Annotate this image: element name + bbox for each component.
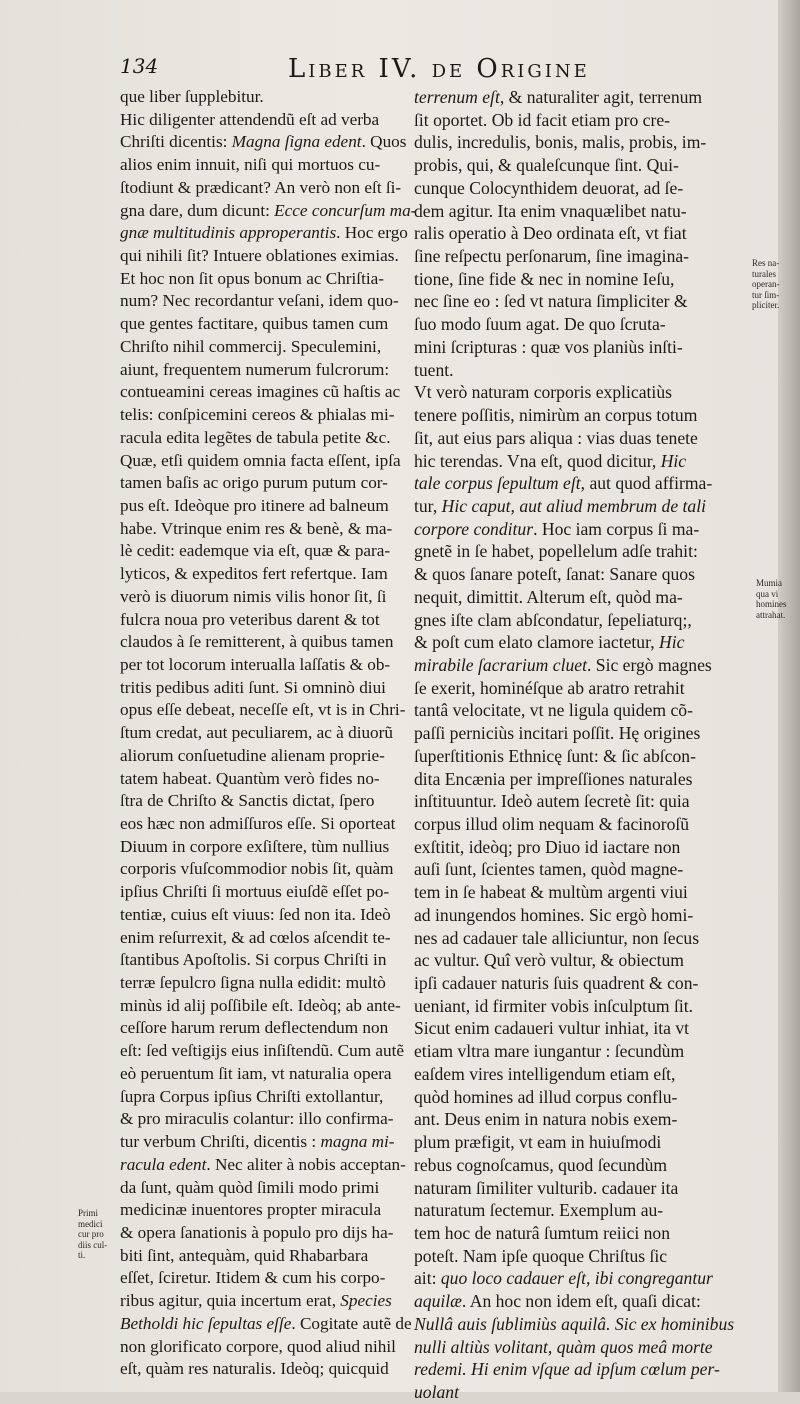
page-number: 134: [120, 54, 159, 78]
margin-note-line: cur pro: [78, 1229, 104, 1239]
text-line: [120, 881, 434, 904]
text-line: [414, 290, 750, 313]
text-line: [414, 563, 750, 586]
text-run: aliorum conſuetudine alienam proprie-: [120, 745, 385, 765]
text-line: [414, 1313, 750, 1336]
text-run: dem agitur. Ita enim vnaquælibet natu-: [414, 200, 687, 221]
text-line: [414, 131, 750, 154]
margin-note-line: ti.: [78, 1250, 86, 1260]
text-line: [120, 995, 434, 1018]
text-run: ſtodiunt & prædicant? An verò non eſt ſi-: [120, 177, 402, 197]
text-run: tenere poſſitis, nimirùm an corpus totum: [414, 405, 698, 426]
text-run: Chriſto nihil commercij. Speculemini,: [120, 336, 382, 356]
text-run: . Nec aliter à nobis acceptan-: [206, 1154, 406, 1174]
text-run: minùs id alij poſſibile eſt. Ideòq; ab ante-: [120, 995, 401, 1015]
text-run: inſtituuntur. Ideò autem ſecretè ſit: quia: [414, 791, 690, 812]
text-line: [414, 1267, 750, 1290]
text-line: [120, 290, 434, 313]
italic-text-run: Hic: [660, 450, 687, 471]
text-run: eaſdem vires intelligendum etiam eſt,: [414, 1063, 676, 1084]
text-line: [120, 1336, 434, 1359]
text-line: [120, 1267, 434, 1290]
italic-text-run: nulli altiùs volitant, quàm quos meâ morte: [414, 1336, 713, 1357]
text-line: [120, 586, 434, 609]
text-run: paſſi perniciùs incitari poſſit. Hę origines: [414, 723, 701, 744]
text-line: [120, 790, 434, 813]
text-run: per tot locorum interualla laſſatis & ob-: [120, 654, 391, 674]
text-run: enim reſurrexit, & ad cœlos aſcendit te-: [120, 927, 391, 947]
text-line: [414, 109, 750, 132]
text-line: [120, 1108, 434, 1131]
text-run: gna dare, dum dicunt:: [120, 200, 275, 220]
margin-note-res-naturales: [752, 258, 796, 311]
text-run: . Hoc ergo: [336, 223, 408, 243]
text-line: [120, 1040, 434, 1063]
text-line: [120, 404, 434, 427]
text-line: [120, 1063, 434, 1086]
text-line: [414, 450, 750, 473]
text-line: [414, 790, 750, 813]
text-run: nequit, dimittit. Alterum eſt, quòd ma-: [414, 586, 683, 607]
text-line: [414, 518, 750, 541]
text-run: & poſt cum elato clamore iactetur,: [414, 632, 660, 653]
text-line: [120, 722, 434, 745]
text-run: ſit, aut eius pars aliqua : vias duas tenete: [414, 427, 698, 448]
text-line: [414, 495, 750, 518]
text-run: hic terendas. Vna eſt, quod dicitur,: [414, 450, 661, 471]
text-line: [414, 1290, 750, 1313]
italic-text-run: uolant: [414, 1381, 459, 1402]
text-line: [120, 336, 434, 359]
italic-text-run: Hic caput, aut aliud membrum de tali: [441, 495, 707, 516]
running-title: Liber IV. de Origine: [288, 54, 590, 84]
text-run: ſine reſpectu perſonarum, ſine imagina-: [414, 246, 690, 267]
text-line: [120, 1358, 434, 1381]
text-line: [414, 222, 750, 245]
italic-text-run: mirabile ſacrarium cluet: [414, 654, 587, 675]
text-line: [414, 927, 750, 950]
margin-note-line: attrahat.: [756, 609, 786, 620]
text-line: [414, 881, 750, 904]
text-line: [120, 200, 434, 223]
italic-text-run: redemi. Hi enim vſque ad ipſum cœlum per-: [414, 1359, 720, 1380]
text-line: [414, 1358, 750, 1381]
text-run: Chriſti dicentis:: [120, 132, 232, 152]
text-run: tur,: [414, 495, 442, 516]
text-run: gnes iſte clam abſcondatur, ſepeliaturq;,: [414, 609, 692, 630]
text-run: poteſt. Nam ipſe quoque Chriſtus ſic: [414, 1245, 668, 1266]
text-line: [120, 495, 434, 518]
text-line: [120, 472, 434, 495]
text-line: [414, 1177, 750, 1200]
text-line: [414, 1336, 750, 1359]
margin-note-line: turales: [752, 268, 776, 279]
text-line: [414, 404, 750, 427]
text-run: verò is diuorum nimis vilis honor ſit, ſi: [120, 586, 387, 606]
text-line: [120, 1290, 434, 1313]
italic-text-run: magna mi-: [320, 1132, 395, 1152]
text-run: Quæ, etſi quidem omnia facta eſſent, ipſa: [120, 450, 401, 470]
text-run: , aut quod affirma-: [580, 473, 713, 494]
margin-note-line: tur ſim-: [752, 289, 780, 300]
text-run: quòd homines ad illud corpus conflu-: [414, 1086, 678, 1107]
text-run: etiam vltra mare iungantur : ſecundùm: [414, 1041, 685, 1062]
text-line: [120, 313, 434, 336]
text-line: [414, 586, 750, 609]
text-run: ant. Deus enim in natura nobis exem-: [414, 1109, 678, 1130]
italic-text-run: Ecce concurſum ma-: [274, 200, 417, 220]
margin-note-line: operan-: [752, 279, 780, 289]
text-line: [414, 677, 750, 700]
text-line: [120, 359, 434, 382]
text-run: ceſſore harum rerum deflectendum non: [120, 1018, 389, 1038]
page-header: [120, 54, 760, 88]
text-line: [414, 540, 750, 563]
text-run: dita Encænia per impreſſiones naturales: [414, 768, 693, 789]
text-line: [120, 1017, 434, 1040]
text-run: terræ ſepulcro ſigna nulla edidit: multò: [120, 973, 386, 993]
text-run: pus eſt. Ideòque pro itinere ad balneum: [120, 495, 389, 515]
text-line: [414, 472, 750, 495]
text-run: ſtra de Chriſto & Sanctis dictat, ſpero: [120, 791, 375, 811]
italic-text-run: corpore conditur: [414, 518, 534, 539]
italic-text-run: gnæ multitudinis approperantis: [120, 223, 337, 243]
text-run: claudos à ſe remitterent, à quibus tamen: [120, 632, 394, 652]
text-run: rebus cognoſcamus, quod ſecundùm: [414, 1154, 668, 1175]
text-line: [414, 949, 750, 972]
italic-text-run: terrenum eſt: [414, 87, 500, 107]
text-run: medicinæ inuentores propter miracula: [120, 1200, 382, 1220]
text-run: contueamini cereas imagines cũ haſtis ac: [120, 382, 401, 402]
text-line: [414, 836, 750, 859]
text-run: . Sic ergò magnes: [586, 654, 712, 675]
text-line: [120, 813, 434, 836]
text-line: [414, 200, 750, 223]
text-run: Hic diligenter attendendũ eſt ad verba: [120, 109, 380, 129]
text-line: [414, 858, 750, 881]
text-line: [414, 1131, 750, 1154]
text-line: [414, 86, 750, 109]
text-run: cunque Colocynthidem deuorat, ad ſe-: [414, 177, 684, 198]
text-line: [120, 109, 434, 132]
italic-text-run: Magna ſigna edent: [231, 132, 362, 152]
text-line: [120, 1199, 434, 1222]
text-line: [120, 631, 434, 654]
text-line: [414, 381, 750, 404]
text-line: [414, 336, 750, 359]
text-line: [414, 745, 750, 768]
text-line: [120, 1131, 434, 1154]
text-line: [120, 540, 434, 563]
right-text-column: [414, 86, 750, 1404]
text-line: [414, 1017, 750, 1040]
text-line: [120, 858, 434, 881]
text-line: [414, 427, 750, 450]
text-line: [414, 1108, 750, 1131]
text-line: [414, 1222, 750, 1245]
text-run: habe. Vtrinque enim res & benè, & ma-: [120, 518, 393, 538]
text-line: [414, 654, 750, 677]
text-line: [120, 1313, 434, 1336]
text-run: exſtitit, ideòq; pro Diuo id iactare non: [414, 836, 681, 857]
text-line: [414, 1199, 750, 1222]
text-line: [120, 245, 434, 268]
text-run: gnetẽ in ſe habet, popellelum adſe trahit:: [414, 541, 698, 562]
margin-note-primi-medici: [78, 1208, 118, 1261]
text-line: [414, 813, 750, 836]
margin-note-line: Mumia: [756, 578, 782, 588]
text-run: & pro miraculis colantur: illo confirma-: [120, 1109, 394, 1129]
text-run: lyticos, & expeditos fert refertque. Iam: [120, 564, 388, 584]
text-run: tem hoc de naturâ ſumtum reiici non: [414, 1222, 671, 1243]
text-line: [414, 699, 750, 722]
text-run: tuent.: [414, 359, 454, 380]
text-line: [414, 1154, 750, 1177]
text-line: [414, 1040, 750, 1063]
text-run: non glorificato corpore, quod aliud nihil: [120, 1336, 396, 1356]
text-line: [120, 381, 434, 404]
italic-text-run: Species: [340, 1291, 392, 1311]
text-run: ſupra Corpus ipſius Chriſti extollantur,: [120, 1086, 384, 1106]
text-line: [414, 154, 750, 177]
text-line: [120, 699, 434, 722]
left-text-column: [120, 86, 434, 1381]
text-line: [414, 245, 750, 268]
text-run: lè cedit: eademque via eſt, quæ & para-: [120, 541, 391, 561]
text-line: [120, 927, 434, 950]
text-line: [414, 177, 750, 200]
text-run: . Hoc iam corpus ſi ma-: [533, 518, 700, 539]
text-line: [120, 745, 434, 768]
text-run: ſuo modo ſuum agat. De quo ſcruta-: [414, 314, 666, 335]
text-run: ribus agitur, quia incertum erat,: [120, 1291, 341, 1311]
text-run: racula edita legẽtes de tabula petite &c.: [120, 427, 391, 447]
text-run: que liber ſupplebitur.: [120, 87, 264, 106]
text-run: opus eſſe debeat, neceſſe eſt, vt is in Chri-: [120, 700, 406, 720]
text-line: [120, 1245, 434, 1268]
text-run: & opera ſanationis à populo pro dijs ha-: [120, 1222, 394, 1242]
text-line: [414, 313, 750, 336]
margin-note-line: Res na-: [752, 258, 780, 268]
text-run: corporis vſuſcommodior nobis ſit, quàm: [120, 859, 394, 879]
text-run: eſt: ſed veſtigijs eius inſiſtendũ. Cum autẽ: [120, 1041, 405, 1061]
text-line: [414, 631, 750, 654]
text-run: ad inungendos homines. Sic ergò homi-: [414, 904, 694, 925]
text-line: [414, 722, 750, 745]
text-run: ſit oportet. Ob id facit etiam pro cre-: [414, 109, 670, 130]
text-run: telis: conſpicemini cereos & phialas mi-: [120, 405, 395, 425]
text-run: tantâ velocitate, vt ne ligula quidem cõ-: [414, 700, 693, 721]
text-run: nec ſine eo : ſed vt natura ſimpliciter &: [414, 291, 688, 312]
text-line: [120, 450, 434, 473]
text-line: [414, 1063, 750, 1086]
text-line: [414, 768, 750, 791]
text-line: [120, 768, 434, 791]
text-run: tritis pedibus aditi ſunt. Si omninò diui: [120, 677, 386, 697]
text-run: probis, qui, & qualeſcunque ſint. Qui-: [414, 155, 679, 176]
text-run: qui nihili ſit? Intuere oblationes eximias.: [120, 246, 399, 266]
italic-text-run: Betholdi hic ſepultas eſſe: [120, 1313, 292, 1333]
text-run: alios enim innuit, niſi qui mortuos cu-: [120, 155, 381, 175]
text-line: [414, 904, 750, 927]
text-run: mini ſcripturas : quæ vos planiùs inſti-: [414, 336, 683, 357]
text-run: Diuum in corpore exſiſtere, tùm nullius: [120, 836, 390, 856]
text-run: fulcra noua pro veteribus darent & tot: [120, 609, 380, 629]
text-run: Sicut enim cadaueri vultur inhiat, ita vt: [414, 1018, 690, 1039]
text-run: ipſi cadauer naturis ſuis quadrent & con-: [414, 973, 699, 994]
text-run: eò peruentum ſit iam, vt naturalia opera: [120, 1063, 392, 1083]
text-run: ſe exerit, hominéſque ab aratro retrahit: [414, 677, 685, 698]
text-run: nes ad cadauer tale alliciuntur, non ſecus: [414, 927, 700, 948]
text-run: aiunt, frequentem numerum fulcrorum:: [120, 359, 390, 379]
text-run: tem in ſe habeat & multùm argenti viui: [414, 882, 688, 903]
text-line: [414, 995, 750, 1018]
text-run: tatem habeat. Quantùm verò fides no-: [120, 768, 380, 788]
text-line: [120, 836, 434, 859]
italic-text-run: racula edent: [120, 1154, 207, 1174]
italic-text-run: aquilæ: [414, 1291, 462, 1312]
page-gutter-shadow: [778, 0, 800, 1392]
text-run: & quos ſanare poteſt, ſanat: Sanare quos: [414, 564, 695, 585]
margin-note-line: medici: [78, 1218, 103, 1229]
text-line: [120, 1222, 434, 1245]
text-run: naturatum ſectemur. Exemplum au-: [414, 1200, 664, 1221]
text-run: auſi ſunt, ſcientes tamen, quòd magne-: [414, 859, 684, 880]
margin-note-line: qua vi: [756, 588, 779, 599]
text-line: [414, 1381, 750, 1404]
text-run: dulis, incredulis, bonis, malis, probis, im-: [414, 132, 707, 153]
text-line: [120, 1154, 434, 1177]
italic-text-run: Hic: [659, 632, 685, 653]
text-run: tur verbum Chriſti, dicentis :: [120, 1132, 321, 1152]
text-run: tamen baſis ac origo purum putum cor-: [120, 473, 388, 493]
text-run: ſtantibus Apoſtolis. Si corpus Chriſti in: [120, 950, 387, 970]
text-line: [120, 609, 434, 632]
text-line: [120, 268, 434, 291]
text-run: ſuperſtitionis Ethnicę ſunt: & ſic abſcon-: [414, 745, 696, 766]
text-line: [120, 154, 434, 177]
text-run: ſtum credat, aut peculiarem, ac à diuorũ: [120, 723, 393, 743]
text-run: ac vultur. Quî verò vultur, & obiectum: [414, 950, 684, 971]
text-run: . Quos: [361, 132, 407, 152]
text-line: [120, 1177, 434, 1200]
text-line: [120, 563, 434, 586]
text-line: [414, 609, 750, 632]
text-line: [414, 972, 750, 995]
text-line: [414, 359, 750, 382]
text-line: [414, 1086, 750, 1109]
text-run: ralis operatio à Deo ordinata eſt, vt fiat: [414, 223, 687, 244]
text-run: tentiæ, cuius eſt viuus: ſed non ita. Ideò: [120, 904, 391, 924]
italic-text-run: tale corpus ſepultum eſt: [414, 473, 581, 494]
text-run: tione, ſine fide & nec in nomine Ieſu,: [414, 268, 675, 289]
text-line: [120, 222, 434, 245]
text-run: que gentes factitare, quibus tamen cum: [120, 314, 389, 334]
italic-text-run: Nullâ auis ſublimiùs aquilâ. Sic ex hominibus: [414, 1313, 735, 1334]
text-line: [120, 949, 434, 972]
margin-note-line: homines: [756, 599, 787, 609]
text-line: [120, 427, 434, 450]
text-line: [120, 177, 434, 200]
text-run: plum præfigit, vt eam in huiuſmodi: [414, 1132, 662, 1153]
text-run: Vt verò naturam corporis explicatiùs: [414, 382, 672, 403]
text-run: ueniant, id firmiter vobis inſculptum ſit.: [414, 995, 694, 1016]
text-run: corpus illud olim nequam & facinoroſũ: [414, 814, 690, 834]
text-line: [120, 1086, 434, 1109]
text-run: , & naturaliter agit, terrenum: [499, 87, 703, 107]
text-run: ait:: [414, 1268, 441, 1289]
text-run: eos hæc non admiſſuros eſſe. Si oporteat: [120, 814, 396, 833]
text-line: [120, 86, 434, 109]
text-line: [120, 904, 434, 927]
text-line: [120, 677, 434, 700]
margin-note-line: Primi: [78, 1208, 99, 1218]
text-run: . Cogitate autẽ de: [291, 1313, 412, 1333]
text-line: [120, 131, 434, 154]
text-run: eſt, quàm res naturalis. Ideòq; quicquid: [120, 1359, 389, 1379]
text-run: naturam ſimiliter vulturib. cadauer ita: [414, 1177, 679, 1198]
text-run: ipſius Chriſti ſi mortuus eiuſdẽ eſſet po-: [120, 882, 390, 902]
italic-text-run: quo loco cadauer eſt, ibi congregantur: [440, 1268, 713, 1289]
text-run: biti ſint, antequàm, quid Rhabarbara: [120, 1245, 369, 1265]
text-line: [120, 654, 434, 677]
text-run: num? Nec recordantur veſani, idem quo-: [120, 291, 399, 311]
margin-note-line: pliciter.: [752, 300, 780, 310]
text-run: da ſunt, quàm quòd ſimili modo primi: [120, 1177, 380, 1197]
text-line: [120, 972, 434, 995]
text-run: . An hoc non idem eſt, quaſi dicat:: [461, 1291, 701, 1312]
text-run: eſſet, ſciretur. Itidem & cum his corpo-: [120, 1268, 386, 1288]
margin-note-mumia: [756, 578, 796, 620]
text-line: [120, 518, 434, 541]
text-line: [414, 268, 750, 291]
text-line: [414, 1245, 750, 1268]
margin-note-line: diis cul-: [78, 1239, 108, 1250]
text-run: Et hoc non ſit opus bonum ac Chriſtia-: [120, 268, 384, 288]
